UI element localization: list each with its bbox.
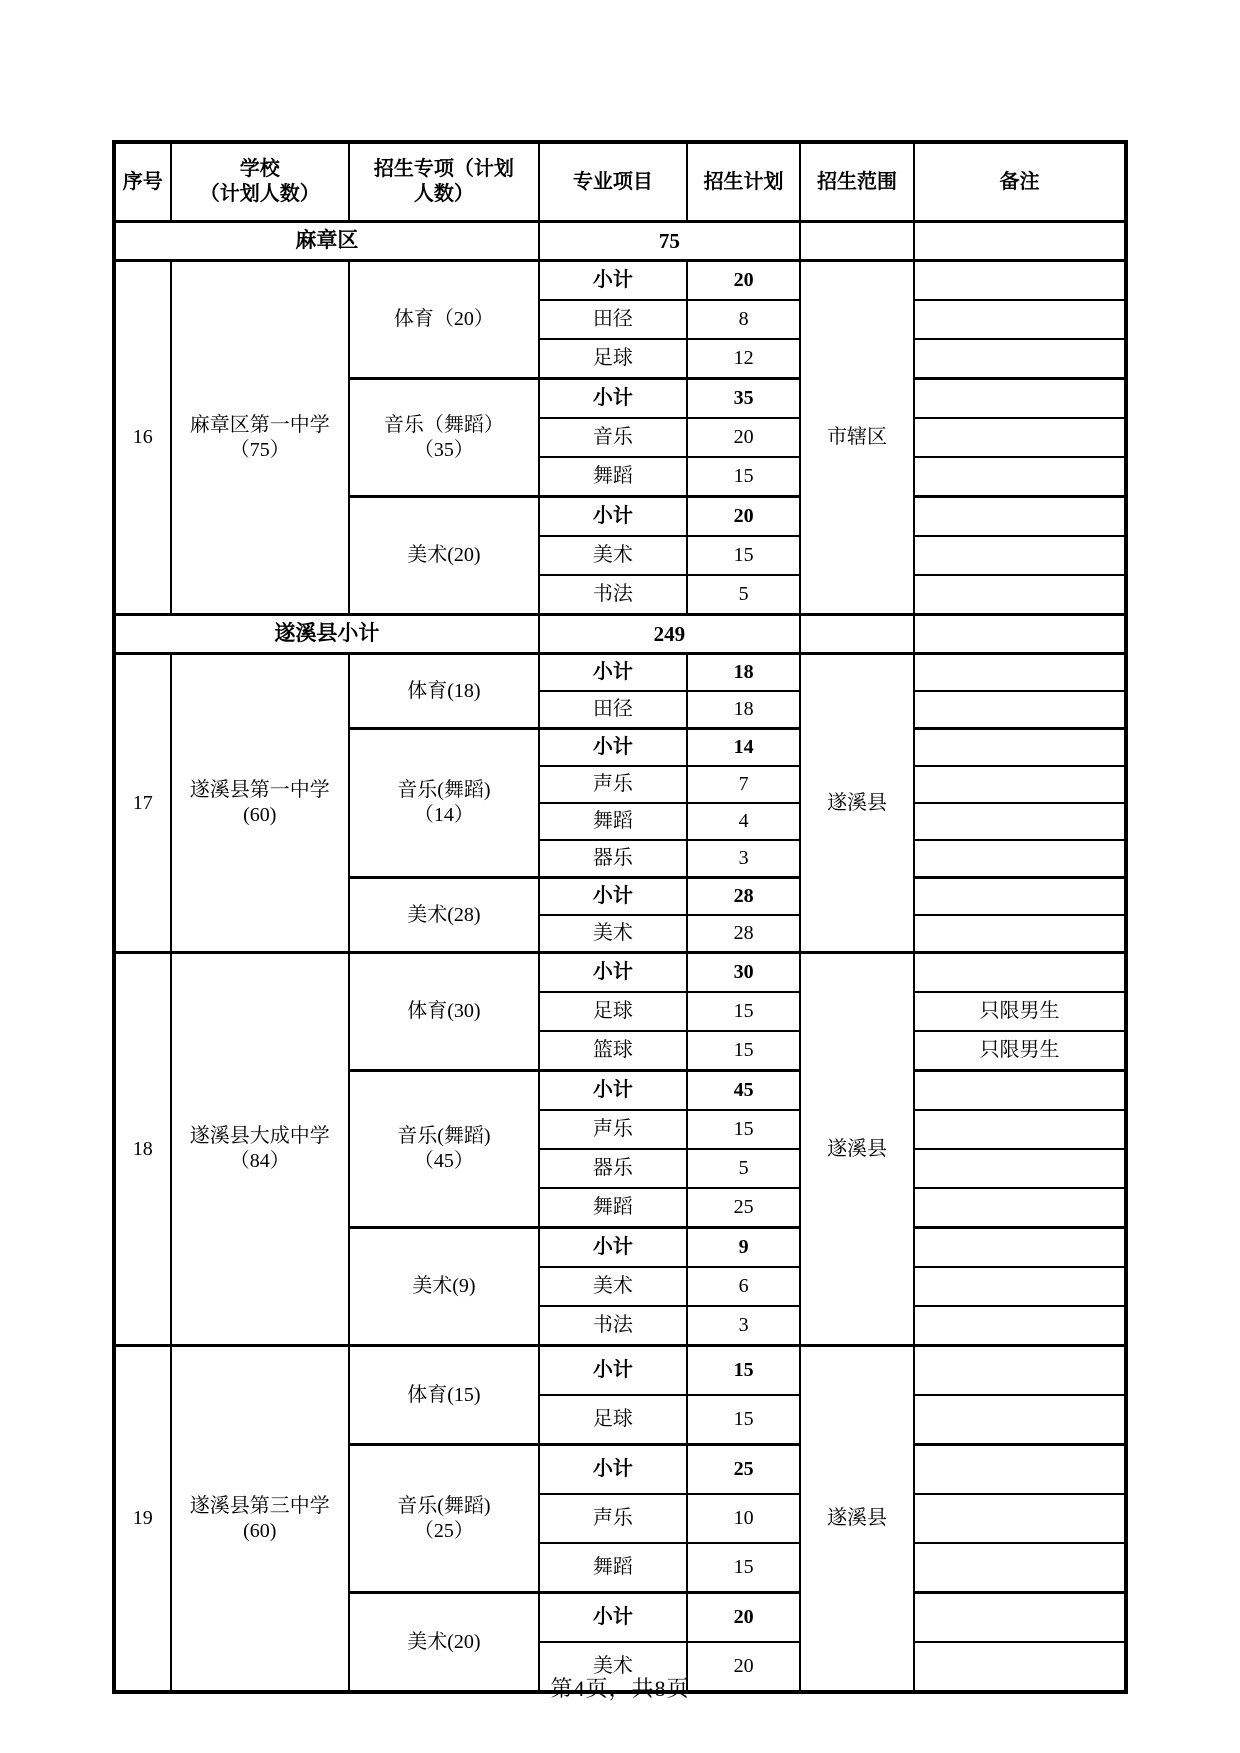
value-cell: 3: [687, 840, 800, 878]
school-index: 18: [114, 953, 171, 1346]
value-cell: 15: [687, 1031, 800, 1071]
table-row: [114, 953, 1126, 993]
group-label: 美术(20): [349, 1593, 539, 1693]
table-row: [114, 654, 1126, 692]
value-cell: 45: [687, 1071, 800, 1111]
item-cell: 美术: [539, 915, 687, 953]
range-cell: 遂溪县: [800, 1346, 914, 1693]
value-cell: 15: [687, 1543, 800, 1593]
item-cell: 书法: [539, 575, 687, 615]
remark-cell: [914, 379, 1126, 419]
item-cell: 足球: [539, 1395, 687, 1445]
header-cell: 序号: [114, 142, 171, 222]
value-cell: 14: [687, 729, 800, 767]
item-cell: 小计: [539, 953, 687, 993]
remark-cell: [914, 1395, 1126, 1445]
group-label: 音乐(舞蹈) （25）: [349, 1445, 539, 1593]
value-cell: 6: [687, 1267, 800, 1306]
enrollment-table: [112, 140, 1128, 1694]
item-cell: 器乐: [539, 1149, 687, 1188]
school-index: 16: [114, 261, 171, 615]
table-row: [114, 1346, 1126, 1396]
item-cell: 美术: [539, 1642, 687, 1692]
remark-cell: [914, 1593, 1126, 1643]
value-cell: 28: [687, 878, 800, 916]
item-cell: 声乐: [539, 1110, 687, 1149]
group-label: 体育(15): [349, 1346, 539, 1445]
item-cell: 声乐: [539, 766, 687, 803]
group-label: 体育(18): [349, 654, 539, 729]
group-label: 音乐（舞蹈） （35）: [349, 379, 539, 497]
remark-cell: [914, 729, 1126, 767]
item-cell: 书法: [539, 1306, 687, 1346]
remark-cell: [914, 1543, 1126, 1593]
remark-cell: [914, 1267, 1126, 1306]
item-cell: 舞蹈: [539, 1188, 687, 1228]
remark-cell: [914, 766, 1126, 803]
group-label: 音乐(舞蹈) （45）: [349, 1071, 539, 1228]
remark-cell: [914, 1071, 1126, 1111]
remark-cell: [914, 575, 1126, 615]
remark-cell: [914, 840, 1126, 878]
item-cell: 舞蹈: [539, 457, 687, 497]
remark-cell: [914, 1306, 1126, 1346]
remark-cell: [914, 803, 1126, 840]
section-range: [800, 615, 914, 654]
group-label: 体育（20）: [349, 261, 539, 379]
school-name: 遂溪县第一中学 (60): [171, 654, 350, 953]
remark-cell: [914, 339, 1126, 379]
item-cell: 舞蹈: [539, 1543, 687, 1593]
item-cell: 小计: [539, 497, 687, 537]
item-cell: 足球: [539, 339, 687, 379]
value-cell: 7: [687, 766, 800, 803]
item-cell: 小计: [539, 1445, 687, 1495]
item-cell: 小计: [539, 1071, 687, 1111]
value-cell: 15: [687, 992, 800, 1031]
range-cell: 市辖区: [800, 261, 914, 615]
value-cell: 15: [687, 1110, 800, 1149]
remark-cell: [914, 953, 1126, 993]
item-cell: 田径: [539, 300, 687, 339]
item-cell: 美术: [539, 1267, 687, 1306]
value-cell: 5: [687, 575, 800, 615]
item-cell: 小计: [539, 261, 687, 301]
range-cell: 遂溪县: [800, 953, 914, 1346]
remark-cell: [914, 1110, 1126, 1149]
group-label: 美术(9): [349, 1228, 539, 1346]
value-cell: 5: [687, 1149, 800, 1188]
item-cell: 小计: [539, 1593, 687, 1643]
value-cell: 18: [687, 654, 800, 692]
remark-cell: 只限男生: [914, 992, 1126, 1031]
table-header: [114, 142, 1126, 222]
value-cell: 20: [687, 418, 800, 457]
value-cell: 15: [687, 1395, 800, 1445]
value-cell: 15: [687, 1346, 800, 1396]
header-cell: 招生范围: [800, 142, 914, 222]
table-row: [114, 261, 1126, 301]
item-cell: 小计: [539, 654, 687, 692]
header-cell: 专业项目: [539, 142, 687, 222]
remark-cell: [914, 1494, 1126, 1543]
section-range: [800, 222, 914, 261]
header-cell: 备注: [914, 142, 1126, 222]
value-cell: 20: [687, 497, 800, 537]
range-cell: 遂溪县: [800, 654, 914, 953]
value-cell: 25: [687, 1445, 800, 1495]
header-cell: 学校 （计划人数）: [171, 142, 350, 222]
section-total: 249: [539, 615, 800, 654]
item-cell: 美术: [539, 536, 687, 575]
remark-cell: [914, 261, 1126, 301]
school-index: 19: [114, 1346, 171, 1693]
section-total: 75: [539, 222, 800, 261]
school-name: 遂溪县第三中学 (60): [171, 1346, 350, 1693]
remark-cell: [914, 1346, 1126, 1396]
header-cell: 招生专项（计划 人数）: [349, 142, 539, 222]
item-cell: 小计: [539, 729, 687, 767]
item-cell: 音乐: [539, 418, 687, 457]
section-remark: [914, 615, 1126, 654]
group-label: 音乐(舞蹈) （14）: [349, 729, 539, 878]
item-cell: 小计: [539, 1346, 687, 1396]
value-cell: 28: [687, 915, 800, 953]
section-row: [114, 222, 1126, 261]
item-cell: 小计: [539, 878, 687, 916]
remark-cell: [914, 300, 1126, 339]
group-label: 美术(28): [349, 878, 539, 953]
remark-cell: [914, 536, 1126, 575]
remark-cell: [914, 418, 1126, 457]
remark-cell: [914, 654, 1126, 692]
item-cell: 足球: [539, 992, 687, 1031]
item-cell: 声乐: [539, 1494, 687, 1543]
item-cell: 小计: [539, 379, 687, 419]
section-remark: [914, 222, 1126, 261]
remark-cell: [914, 457, 1126, 497]
value-cell: 20: [687, 1642, 800, 1692]
group-label: 美术(20): [349, 497, 539, 615]
section-row: [114, 615, 1126, 654]
remark-cell: [914, 497, 1126, 537]
item-cell: 田径: [539, 691, 687, 729]
value-cell: 4: [687, 803, 800, 840]
remark-cell: [914, 1149, 1126, 1188]
section-label: 遂溪县小计: [114, 615, 539, 654]
table-body: [114, 222, 1126, 1693]
remark-cell: [914, 1445, 1126, 1495]
school-name: 麻章区第一中学 （75）: [171, 261, 350, 615]
remark-cell: [914, 915, 1126, 953]
value-cell: 15: [687, 536, 800, 575]
value-cell: 8: [687, 300, 800, 339]
item-cell: 小计: [539, 1228, 687, 1268]
value-cell: 30: [687, 953, 800, 993]
value-cell: 12: [687, 339, 800, 379]
group-label: 体育(30): [349, 953, 539, 1071]
value-cell: 3: [687, 1306, 800, 1346]
page-footer: 第4页，共8页: [550, 1676, 690, 1701]
value-cell: 10: [687, 1494, 800, 1543]
value-cell: 20: [687, 1593, 800, 1643]
value-cell: 20: [687, 261, 800, 301]
value-cell: 15: [687, 457, 800, 497]
remark-cell: 只限男生: [914, 1031, 1126, 1071]
header-cell: 招生计划: [687, 142, 800, 222]
school-name: 遂溪县大成中学 （84）: [171, 953, 350, 1346]
item-cell: 篮球: [539, 1031, 687, 1071]
section-label: 麻章区: [114, 222, 539, 261]
remark-cell: [914, 878, 1126, 916]
value-cell: 35: [687, 379, 800, 419]
item-cell: 舞蹈: [539, 803, 687, 840]
value-cell: 9: [687, 1228, 800, 1268]
item-cell: 器乐: [539, 840, 687, 878]
school-index: 17: [114, 654, 171, 953]
value-cell: 18: [687, 691, 800, 729]
header-row: [114, 142, 1126, 222]
remark-cell: [914, 1188, 1126, 1228]
remark-cell: [914, 1228, 1126, 1268]
value-cell: 25: [687, 1188, 800, 1228]
remark-cell: [914, 691, 1126, 729]
